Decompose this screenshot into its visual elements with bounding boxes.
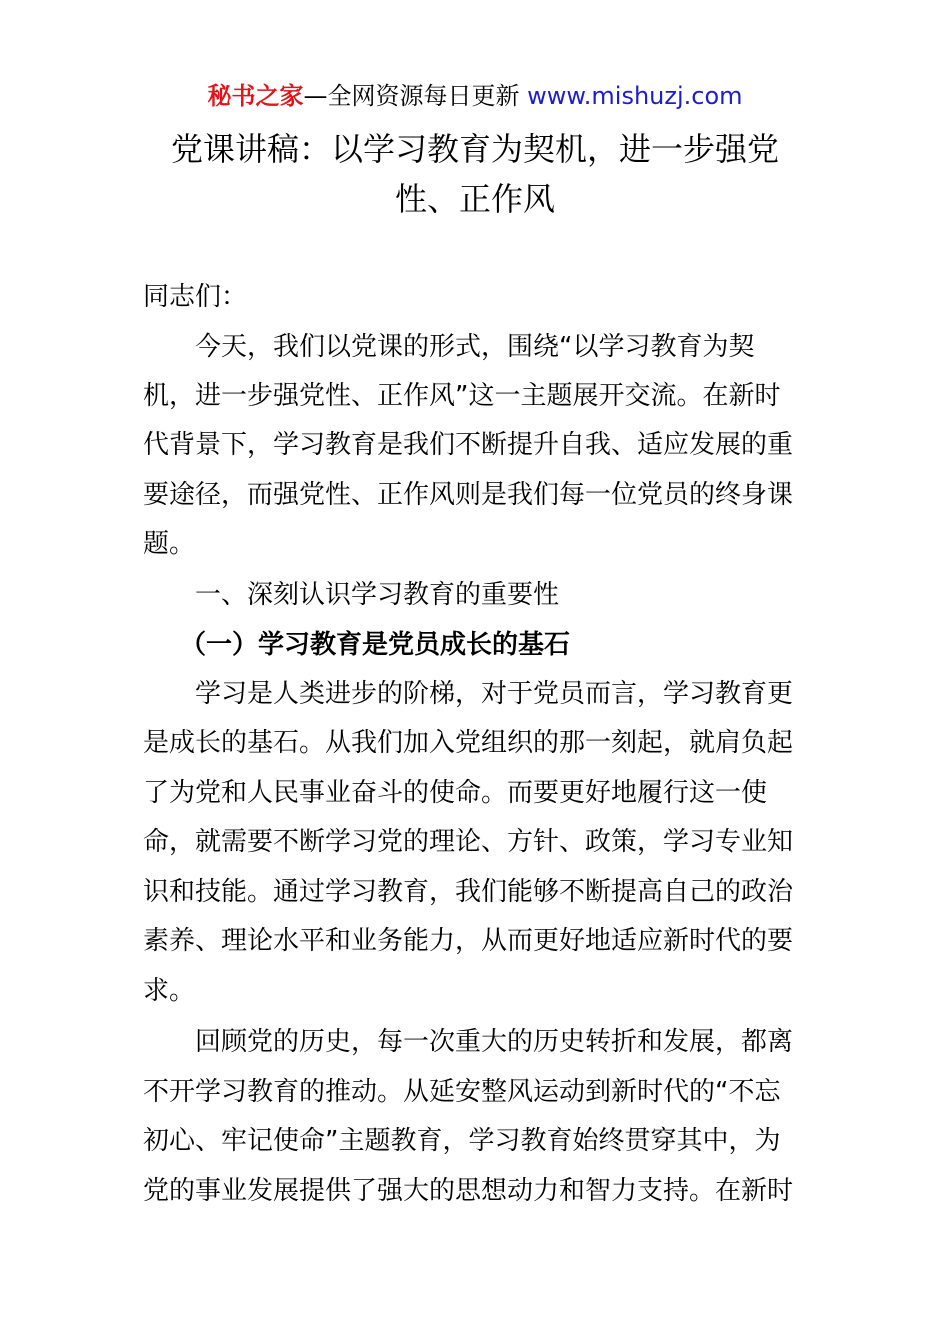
site-slogan: —全网资源每日更新 (303, 82, 528, 110)
paragraph-1-line: 代背景下，学习教育是我们不断提升自我、适应发展的重 (143, 430, 794, 460)
document-title-line-2: 性、正作风 (394, 180, 555, 218)
paragraph-2-line: 识和技能。通过学习教育，我们能够不断提高自己的政治 (143, 877, 794, 907)
paragraph-2-line: 命，就需要不断学习党的理论、方针、政策，学习专业知 (143, 827, 794, 857)
paragraph-3-line: 初心、牢记使命”主题教育，学习教育始终贯穿其中，为 (143, 1126, 781, 1156)
paragraph-1-line: 今天，我们以党课的形式，围绕“以学习教育为契 (195, 332, 755, 362)
paragraph-2-line: 了为党和人民事业奋斗的使命。而要更好地履行这一使 (143, 778, 768, 808)
site-url-link[interactable]: www.mishuzj.com (527, 82, 743, 110)
paragraph-2-line: 学习是人类进步的阶梯，对于党员而言，学习教育更 (195, 679, 794, 709)
paragraph-3-line: 党的事业发展提供了强大的思想动力和智力支持。在新时 (143, 1176, 794, 1206)
site-brand: 秘书之家 (207, 82, 304, 110)
document-title-line-1: 党课讲稿：以学习教育为契机，进一步强党 (170, 130, 779, 168)
subsection-heading-1: （一）学习教育是党员成长的基石 (180, 630, 571, 660)
paragraph-2-line: 求。 (143, 976, 196, 1006)
paragraph-2-line: 素养、理论水平和业务能力，从而更好地适应新时代的要 (143, 926, 794, 956)
paragraph-1-line: 要途径，而强党性、正作风则是我们每一位党员的终身课 (143, 480, 794, 510)
site-header (0, 78, 950, 114)
paragraph-1-line: 题。 (143, 529, 196, 559)
paragraph-3-line: 回顾党的历史，每一次重大的历史转折和发展，都离 (195, 1027, 794, 1057)
paragraph-2-line: 是成长的基石。从我们加入党组织的那一刻起，就肩负起 (143, 728, 794, 758)
paragraph-1-line: 机，进一步强党性、正作风”这一主题展开交流。在新时 (143, 381, 781, 411)
paragraph-3-line: 不开学习教育的推动。从延安整风运动到新时代的“不忘 (143, 1077, 781, 1107)
greeting: 同志们： (143, 282, 248, 312)
section-heading-1: 一、深刻认识学习教育的重要性 (195, 580, 560, 610)
